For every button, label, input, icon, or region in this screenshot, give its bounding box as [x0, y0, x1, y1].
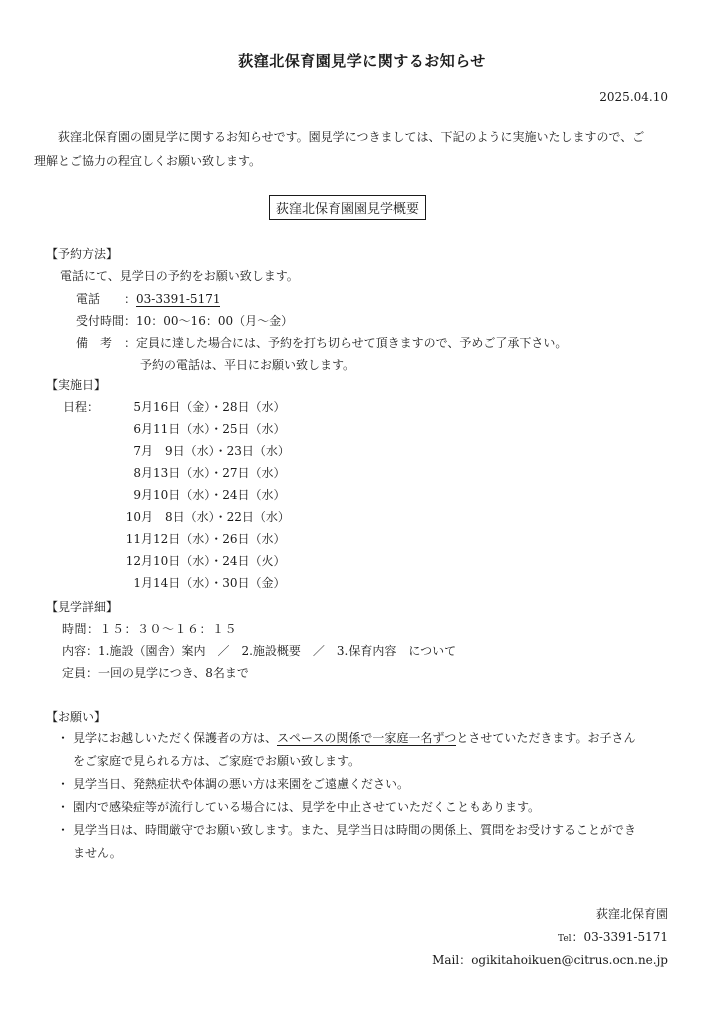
request-text: 見学当日、発熱症状や体調の悪い方は来園をご遠慮ください。	[73, 777, 410, 791]
mail-label: Mail：	[432, 953, 472, 967]
schedule-row	[63, 528, 290, 550]
schedule-month: 5月	[133, 400, 153, 414]
footer-org: 荻窪北保育園	[595, 907, 668, 921]
hours-label: 受付時間：	[76, 314, 137, 328]
schedule-row	[63, 418, 290, 440]
schedule-heading: 【実施日】	[46, 378, 107, 392]
schedule-days: 8日（水）・22日（水）	[153, 510, 290, 524]
details-time: 時間：１５：３０〜１６：１５	[62, 622, 238, 636]
bullet: ・	[57, 800, 70, 814]
schedule-month: 8月	[133, 466, 153, 480]
list-item	[57, 796, 675, 819]
requests-list	[57, 727, 675, 865]
request-text: をご家庭で見られる方は、ご家庭でお願い致します。	[73, 754, 361, 768]
details-content: 内容：1.施設（園舎）案内 ／ 2.施設概要 ／ 3.保育内容 について	[62, 644, 457, 658]
mail-value[interactable]: ogikitahoikuen@citrus.ocn.ne.jp	[471, 953, 668, 967]
request-emphasis: スペースの関係で一家庭一名ずつ	[277, 731, 457, 745]
reservation-note	[76, 332, 567, 354]
intro-line-1: 荻窪北保育園の園見学に関するお知らせです。園見学につきましては、下記のように実施いたしますので、ご	[58, 130, 645, 144]
request-text: とさせていただきます。お子さん	[456, 731, 636, 745]
reservation-note-line-2: 予約の電話は、平日にお願い致します。	[140, 358, 356, 372]
schedule-month: 12月	[125, 554, 153, 568]
bullet: ・	[57, 731, 70, 745]
bullet: ・	[57, 777, 70, 791]
schedule-row	[63, 440, 290, 462]
request-text: 園内で感染症等が流行している場合には、見学を中止させていただくこともあります。	[73, 800, 541, 814]
hours-value: 10：00〜16：00（月〜金）	[136, 314, 294, 328]
intro-paragraph	[34, 125, 678, 173]
schedule-dates	[63, 396, 290, 594]
reservation-phone	[76, 288, 220, 310]
details-capacity: 定員：一回の見学につき、8名まで	[62, 666, 249, 680]
details-heading: 【見学詳細】	[46, 600, 119, 614]
schedule-days: 12日（水）・26日（水）	[153, 532, 286, 546]
schedule-days: 14日（水）・30日（金）	[153, 576, 286, 590]
schedule-days: 13日（水）・27日（水）	[153, 466, 286, 480]
schedule-month: 10月	[125, 510, 153, 524]
list-item	[57, 819, 675, 865]
bullet: ・	[57, 823, 70, 837]
schedule-days: 11日（水）・25日（水）	[153, 422, 286, 436]
reservation-heading: 【予約方法】	[46, 247, 119, 261]
schedule-row	[63, 396, 290, 418]
tel-value[interactable]: ：03-3391-5171	[571, 930, 668, 944]
schedule-row	[63, 572, 290, 594]
request-text: 見学当日は、時間厳守でお願い致します。また、見学当日は時間の関係上、質問をお受けすることができ	[73, 823, 637, 837]
reservation-hours	[76, 310, 293, 332]
phone-label: 電話 ：	[76, 292, 137, 306]
note-line-1: 定員に達した場合には、予約を打ち切らせて頂きますので、予めご了承下さい。	[136, 336, 568, 350]
list-item	[57, 773, 675, 796]
schedule-row	[63, 462, 290, 484]
schedule-days: 16日（金）・28日（水）	[153, 400, 286, 414]
schedule-month: 1月	[133, 576, 153, 590]
schedule-month: 9月	[133, 488, 153, 502]
schedule-days: 9日（水）・23日（水）	[153, 444, 290, 458]
schedule-row	[63, 550, 290, 572]
tel-label: Tel	[558, 934, 572, 944]
phone-number[interactable]: 03-3391-5171	[136, 292, 221, 306]
note-label: 備 考 ：	[76, 336, 137, 350]
schedule-row	[63, 506, 290, 528]
schedule-month: 6月	[133, 422, 153, 436]
footer-tel	[558, 928, 668, 945]
list-item	[57, 727, 675, 773]
schedule-label: 日程：	[63, 400, 100, 414]
page-title: 荻窪北保育園見学に関するお知らせ	[238, 52, 486, 70]
schedule-month: 7月	[133, 444, 153, 458]
issue-date: 2025.04.10	[599, 90, 668, 104]
requests-heading: 【お願い】	[46, 710, 107, 724]
footer-mail	[432, 951, 668, 968]
schedule-days: 10日（水）・24日（火）	[153, 554, 286, 568]
reservation-intro: 電話にて、見学日の予約をお願い致します。	[60, 269, 299, 283]
request-text: 見学にお越しいただく保護者の方は、	[73, 731, 278, 745]
schedule-month: 11月	[125, 532, 153, 546]
schedule-days: 10日（水）・24日（水）	[153, 488, 286, 502]
schedule-row	[63, 484, 290, 506]
summary-title: 荻窪北保育園園見学概要	[269, 195, 426, 220]
intro-line-2: 理解とご協力の程宜しくお願い致します。	[34, 154, 262, 168]
request-text: ません。	[73, 846, 122, 860]
